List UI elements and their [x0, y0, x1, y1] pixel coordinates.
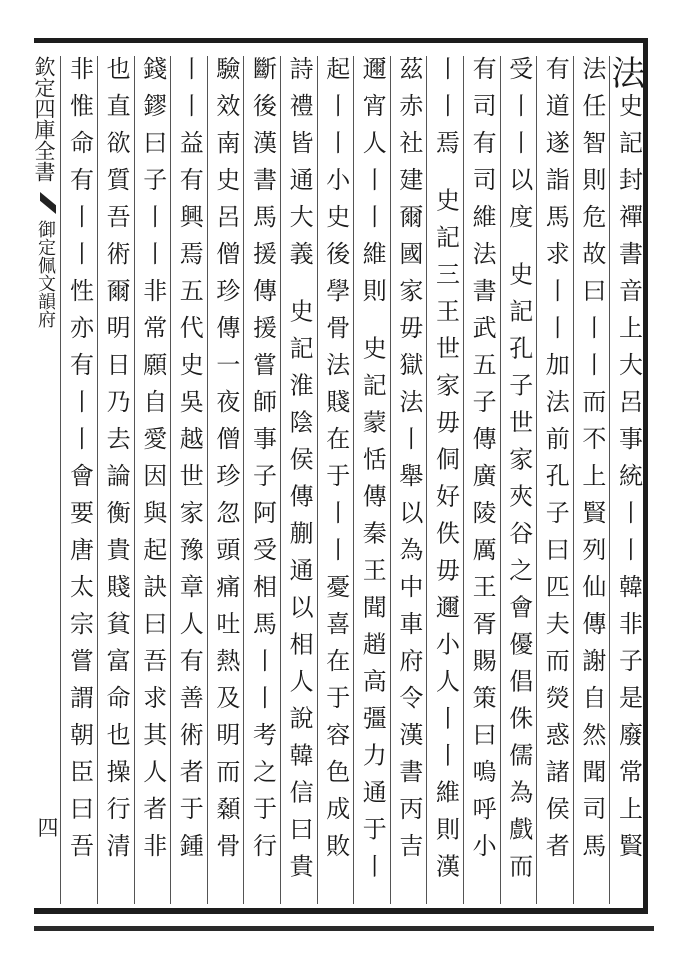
column-text: 邇宵人丨丨維則 史記蒙恬傳秦王聞趙高彊力通于丨: [358, 56, 387, 891]
column-text: 非惟命有丨丨性亦有丨丨會要唐太宗嘗謂朝臣曰吾: [65, 56, 94, 870]
text-column: [97, 56, 134, 904]
column-text: 有道遂詣馬求丨丨加法前孔子曰匹夫而熒惑諸侯者: [541, 56, 570, 870]
text-column: [280, 56, 317, 904]
text-column: [134, 56, 171, 904]
text-column: [170, 56, 207, 904]
column-text: 詩禮皆通大義 史記淮陰侯傳蒯通以相人說韓信曰貴: [285, 56, 314, 891]
fishtail-marker: [40, 192, 56, 214]
column-text: 丨丨焉 史記三王世家毋侗好佚毋邇小人丨丨維則漢: [431, 56, 460, 891]
volume-title: 御定佩文韻府: [35, 220, 56, 328]
column-text: 斷後漢書馬援傳援嘗師事子阿受相馬丨丨考之于行: [248, 56, 277, 870]
column-text: 有司有司維法書武五子傳廣陵厲王胥賜策曰嗚呼小: [468, 56, 497, 870]
column-text: 丨丨益有興焉五代史吳越世家豫章人有善術者于鍾: [175, 56, 204, 870]
text-column: [426, 56, 463, 904]
text-column: [207, 56, 244, 904]
text-column: [60, 56, 97, 904]
page-number: 四: [37, 816, 59, 840]
text-column: [463, 56, 500, 904]
text-column: [573, 56, 610, 904]
text-column: [500, 56, 537, 904]
text-column: [609, 56, 646, 904]
column-text: 茲赤社建爾國家毋獄法丨舉以為中車府令漢書丙吉: [394, 56, 423, 870]
text-column: [243, 56, 280, 904]
column-text: 錢鏐曰子丨丨非常願自愛因與起訣曰吾求其人者非: [138, 56, 167, 870]
bottom-rule: [34, 926, 654, 931]
text-column: [353, 56, 390, 904]
column-text: 起丨丨小史後學骨法賤在于丨丨憂喜在于容色成敗: [321, 56, 350, 870]
book-title: 欽定四庫全書: [32, 56, 56, 182]
text-column: [536, 56, 573, 904]
column-text: 史記封禪書音上大呂事統丨丨韓非子是廢常上賢: [614, 93, 643, 871]
column-text: 法任智則危故曰丨丨而不上賢列仙傳謝自然聞司馬: [577, 56, 606, 870]
page-margin: [32, 56, 60, 904]
text-column: [390, 56, 427, 904]
headword: 法: [611, 56, 646, 94]
text-column: [317, 56, 354, 904]
column-text: 也直欲質吾術爾明日乃去論衡貴賤貧富命也操行清: [102, 56, 131, 870]
column-text: 驗效南史呂僧珍傳一夜僧珍忽頭痛吐熱及明而顙骨: [211, 56, 240, 870]
column-text: 受丨丨以度 史記孔子世家夾谷之會優倡侏儒為戲而: [504, 56, 533, 891]
